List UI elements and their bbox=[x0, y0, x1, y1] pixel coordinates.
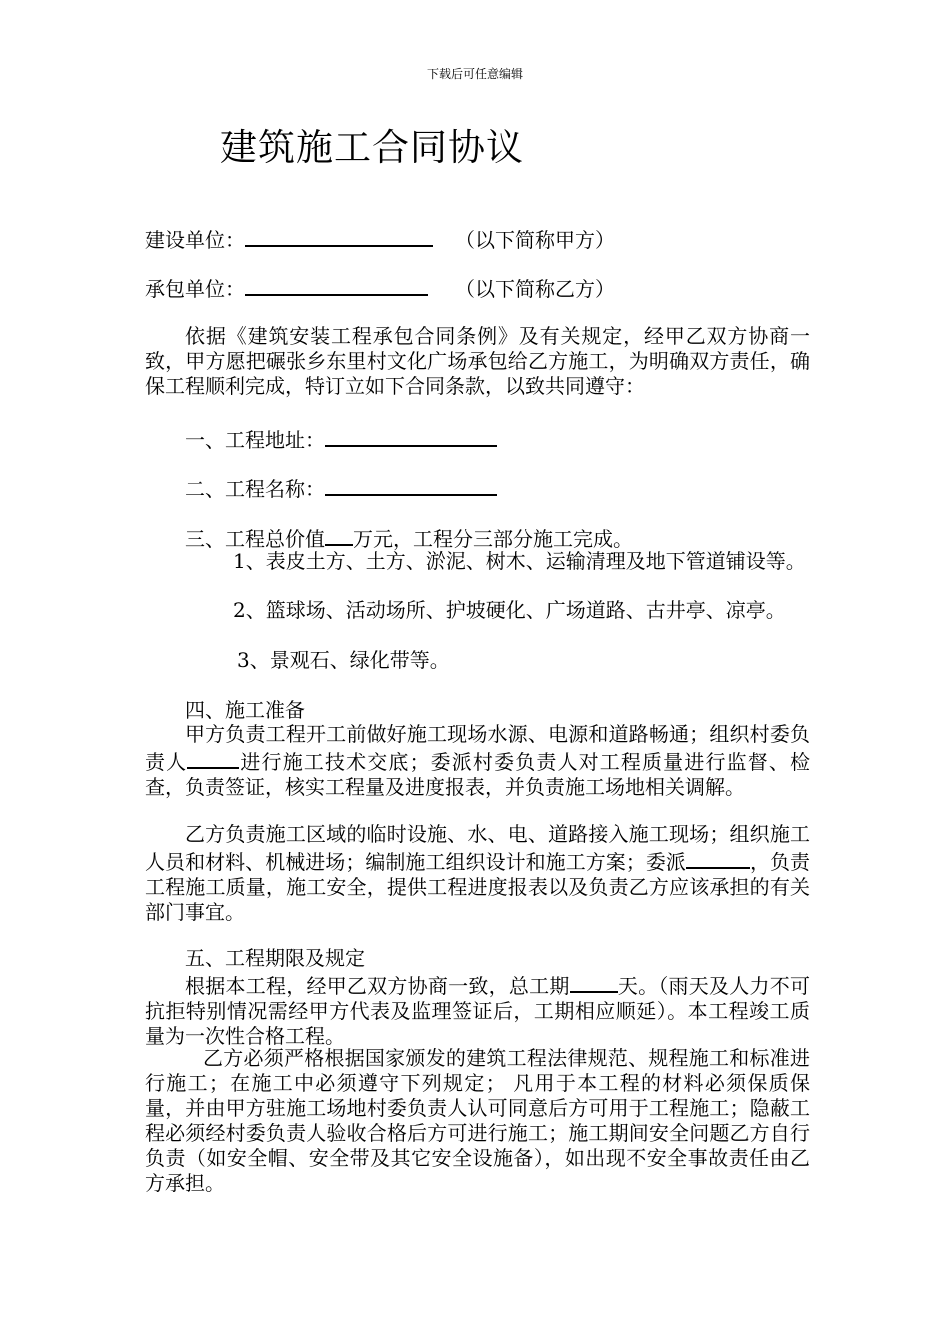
party-a-line bbox=[145, 225, 615, 253]
section4-para2-after: ，负责工程施工质量，施工安全，提供工程进度报表以及负责乙方应该承担的有关部门事宜。 bbox=[145, 850, 811, 924]
page-header-note: 下载后可任意编辑 bbox=[426, 67, 523, 81]
party-b-suffix: （以下简称乙方） bbox=[455, 277, 615, 301]
section2-label: 二、工程名称： bbox=[185, 477, 325, 501]
section3-item1: 1、表皮土方、土方、淤泥、树木、运输清理及地下管道铺设等。 bbox=[233, 549, 806, 573]
section4-para1-blank bbox=[187, 747, 239, 769]
party-b-line bbox=[145, 274, 615, 302]
section3-text-after: 万元，工程分三部分施工完成。 bbox=[353, 527, 633, 551]
party-b-blank bbox=[245, 274, 428, 296]
section2-line bbox=[185, 474, 497, 502]
section5-heading: 五、工程期限及规定 bbox=[185, 946, 365, 970]
section4-para2 bbox=[145, 822, 810, 925]
section3-blank bbox=[325, 524, 353, 546]
party-b-label: 承包单位： bbox=[145, 277, 245, 301]
section5-para1 bbox=[145, 971, 810, 1049]
section4-para1 bbox=[145, 722, 810, 800]
section3-item3: 3、景观石、绿化带等。 bbox=[237, 648, 450, 672]
section4-para1-before: 甲方负责工程开工前做好施工现场水源、电源和道路畅通；组织村委负责人 bbox=[145, 722, 810, 774]
section1-label: 一、工程地址： bbox=[185, 428, 325, 452]
section4-heading: 四、施工准备 bbox=[185, 698, 305, 722]
party-a-suffix: （以下简称甲方） bbox=[455, 228, 615, 252]
section1-line bbox=[185, 425, 497, 453]
section3-line bbox=[185, 524, 633, 552]
section3-item2: 2、篮球场、活动场所、护坡硬化、广场道路、古井亭、凉亭。 bbox=[233, 598, 786, 622]
intro-paragraph: 依据《建筑安装工程承包合同条例》及有关规定，经甲乙双方协商一致，甲方愿把碾张乡东里村文化广场承包给乙方施工，为明确双方责任，确保工程顺利完成，特订立如下合同条款，以致共同遵守： bbox=[145, 324, 810, 398]
section3-text-before: 三、工程总价值 bbox=[185, 527, 325, 551]
party-a-blank bbox=[245, 225, 433, 247]
section4-para1-after: 进行施工技术交底；委派村委负责人对工程质量进行监督、检查，负责签证，核实工程量及进度报表，并负责施工场地相关调解。 bbox=[145, 750, 811, 799]
section4-para2-before: 乙方负责施工区域的临时设施、水、电、道路接入施工现场；组织施工人员和材料、机械进场；编制施工组织设计和施工方案；委派 bbox=[145, 822, 810, 874]
section5-para1-blank bbox=[570, 971, 618, 993]
section5-para2: 乙方必须严格根据国家颁发的建筑工程法律规范、规程施工和标准进行施工；在施工中必须遵守下列规定； 凡用于本工程的材料必须保质保量，并由甲方驻施工场地村委负责人认可同意后方可用于工程施工；隐蔽工程必须经村委负责人验收合格后方可进行施工；施工期间安全问题乙方自行负责（如安全帽、安全带及其它安全设施备），如出现不安全事故责任由乙方承担。 bbox=[145, 1046, 810, 1195]
section2-blank bbox=[325, 474, 497, 496]
section5-para1-after: 天。（雨天及人力不可抗拒特别情况需经甲方代表及监理签证后，工期相应顺延）。本工程竣工质量为一次性合格工程。 bbox=[145, 974, 811, 1048]
section4-para2-blank bbox=[686, 847, 750, 869]
document-title: 建筑施工合同协议 bbox=[220, 126, 524, 169]
section1-blank bbox=[325, 425, 497, 447]
section5-para1-before: 根据本工程，经甲乙双方协商一致，总工期 bbox=[185, 974, 570, 998]
party-a-label: 建设单位： bbox=[145, 228, 245, 252]
